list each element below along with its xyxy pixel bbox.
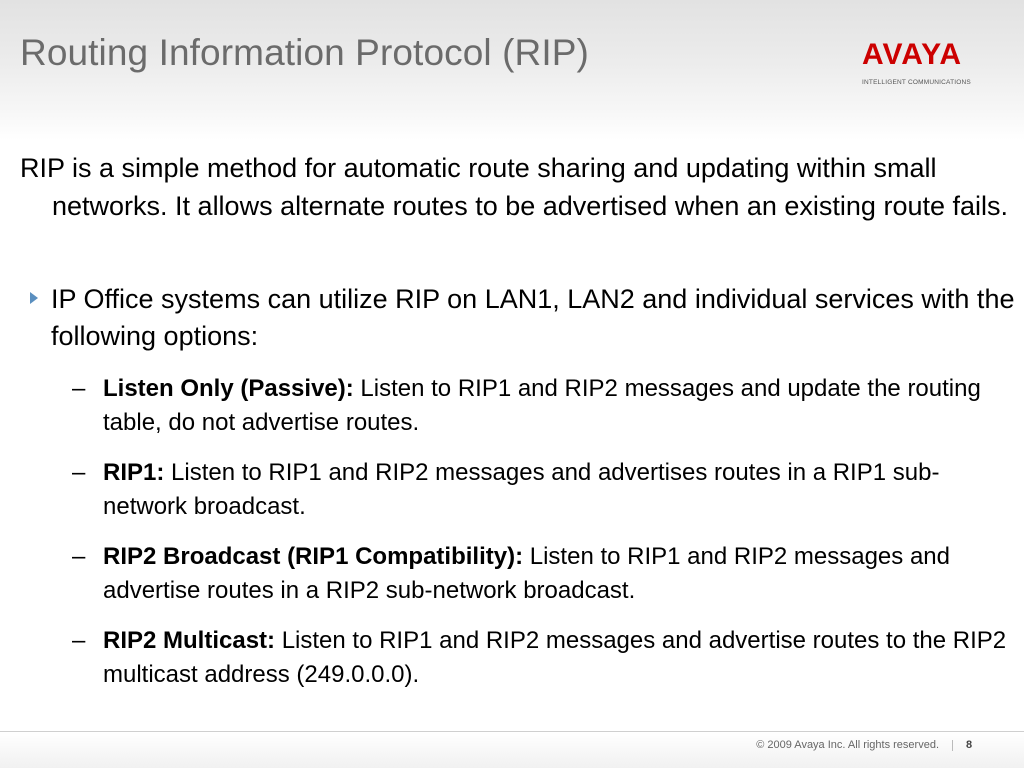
slide-footer — [0, 732, 1024, 768]
dash-bullet: – — [72, 543, 86, 570]
option-label: RIP1: — [103, 459, 165, 486]
option-text — [72, 540, 1022, 608]
logo-wordmark: AVAYA — [862, 38, 963, 71]
copyright-notice: © 2009 Avaya Inc. All rights reserved. — [756, 739, 939, 751]
dash-bullet: – — [72, 627, 86, 654]
option-description: Listen to RIP1 and RIP2 messages and advertise routes to the RIP2 multicast address (249.0.0.0). — [103, 627, 1007, 688]
footer-separator — [952, 740, 953, 751]
option-label: RIP2 Broadcast (RIP1 Compatibility): — [103, 543, 524, 570]
option-label: Listen Only (Passive): — [103, 375, 354, 402]
page-number: 8 — [966, 739, 973, 751]
option-description: Listen to RIP1 and RIP2 messages and advertises routes in a RIP1 sub-network broadcast. — [103, 459, 940, 520]
dash-bullet: – — [72, 375, 86, 402]
intro-paragraph: RIP is a simple method for automatic route sharing and updating within small networks. It allows alternate routes to be advertised when an existing route fails. — [20, 153, 1009, 221]
option-text — [72, 624, 1022, 692]
dash-bullet: – — [72, 459, 86, 486]
option-label: RIP2 Multicast: — [103, 627, 276, 654]
option-rip2-multicast — [72, 624, 1022, 692]
logo-tagline: INTELLIGENT COMMUNICATIONS — [862, 79, 971, 86]
option-rip1 — [72, 456, 1022, 524]
triangle-bullet-icon — [30, 292, 38, 304]
slide-title: Routing Information Protocol (RIP) — [20, 32, 589, 73]
option-listen-only — [72, 372, 1022, 440]
option-text — [72, 456, 1022, 524]
option-description: Listen to RIP1 and RIP2 messages and advertise routes in a RIP2 sub-network broadcast. — [103, 543, 950, 604]
main-bullet-text: IP Office systems can utilize RIP on LAN1, LAN2 and individual services with the following options: — [51, 284, 1015, 351]
main-bullet — [26, 281, 1024, 355]
option-description: Listen to RIP1 and RIP2 messages and update the routing table, do not advertise routes. — [103, 375, 981, 436]
option-text — [72, 372, 1022, 440]
option-rip2-broadcast — [72, 540, 1022, 608]
